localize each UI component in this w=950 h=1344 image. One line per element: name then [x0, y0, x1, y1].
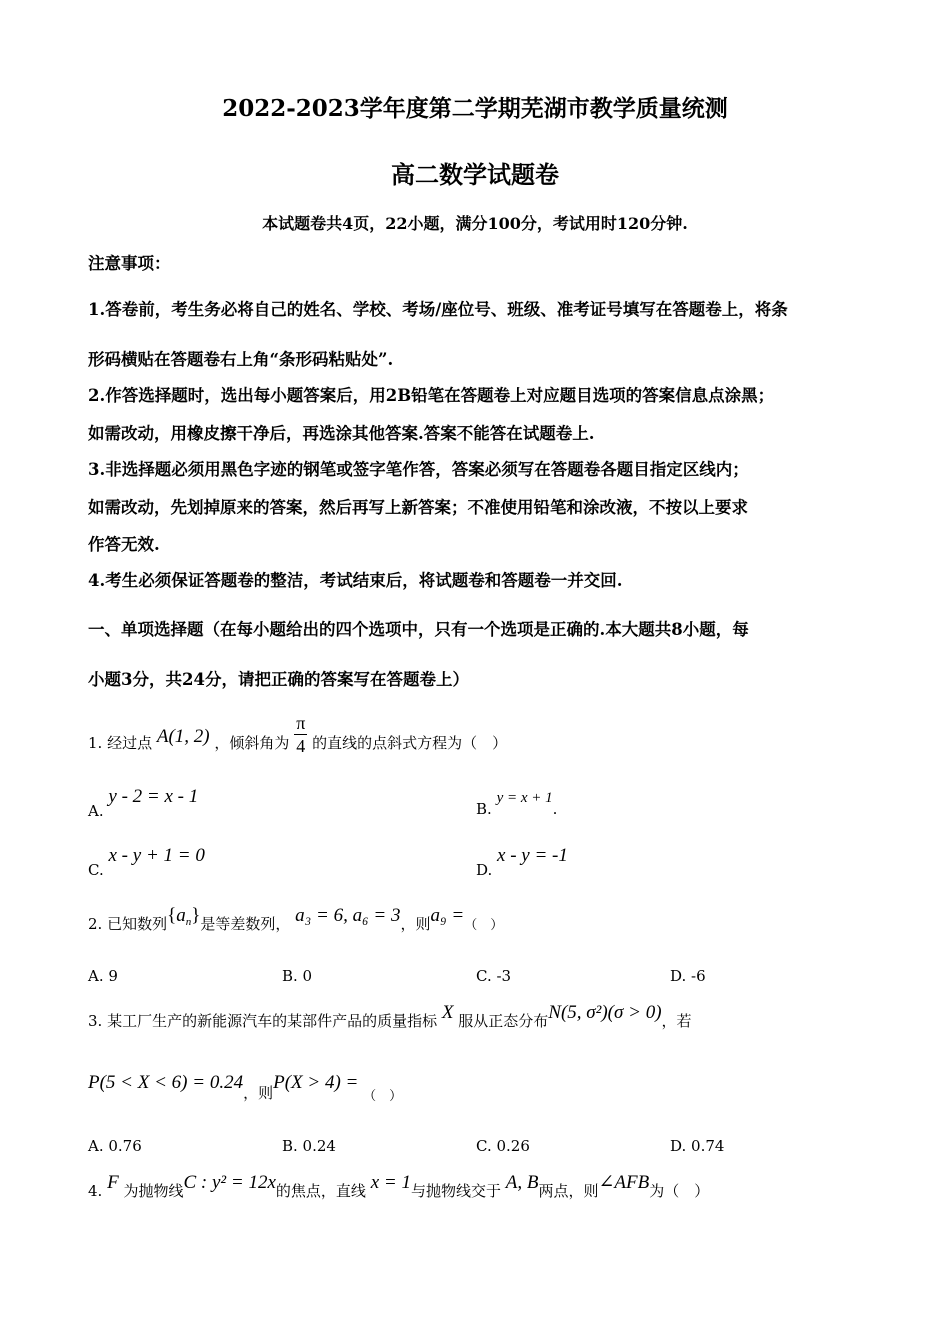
question-3-cont: P(5 < X < 6) = 0.24，则P(X > 4) = （ ）: [88, 1072, 403, 1104]
option-c[interactable]: C. x - y + 1 = 0: [88, 845, 205, 879]
condition: a₃ = 6, a₆ = 3: [295, 905, 401, 926]
notes-line: 2.作答选择题时，选出每小题答案后，用2B铅笔在答题卷上对应题目选项的答案信息点涂黑；: [88, 386, 775, 405]
sequence: $\{a_n\}$: [167, 905, 201, 928]
focus-f: F: [107, 1172, 119, 1193]
angle-afb: ∠AFB: [598, 1172, 650, 1193]
page-subtitle: 高二数学试题卷: [391, 160, 559, 189]
target: a₉ =: [430, 905, 465, 926]
question-2: 2. 已知数列$\{a_n\}$是等差数列， a₃ = 6, a₆ = 3，则a₉ =（ ）: [88, 905, 504, 933]
notes-heading: 注意事项：: [88, 254, 171, 273]
probability-target: P(X > 4) =: [273, 1072, 359, 1093]
question-4: 4. F 为抛物线C : y² = 12x的焦点，直线 x = 1与抛物线交于 A, B两点，则∠AFB为（ ）: [88, 1172, 710, 1200]
notes-line: 3.非选择题必须用黑色字迹的钢笔或签字笔作答，答案必须写在答题卷各题目指定区线内；: [88, 460, 749, 479]
option-c[interactable]: C. -3: [476, 967, 512, 985]
notes-line: 作答无效.: [88, 535, 160, 554]
option-b[interactable]: B. y = x + 1.: [476, 790, 558, 818]
option-a[interactable]: A. 0.76: [88, 1137, 142, 1155]
probability-given: P(5 < X < 6) = 0.24: [88, 1072, 244, 1093]
question-3: 3. 某工厂生产的新能源汽车的某部件产品的质量指标 X 服从正态分布N(5, σ²)(σ > 0)，若: [88, 1002, 692, 1030]
normal-distribution: N(5, σ²)(σ > 0): [548, 1002, 662, 1023]
option-a[interactable]: A. y - 2 = x - 1: [88, 786, 199, 820]
notes-line: 如需改动，用橡皮擦干净后，再选涂其他答案.答案不能答在试题卷上.: [88, 424, 595, 443]
notes-line: 4.考生必须保证答题卷的整洁，考试结束后，将试题卷和答题卷一并交回.: [88, 571, 623, 590]
section-heading-cont: 小题3分，共24分，请把正确的答案写在答题卷上）: [88, 670, 469, 689]
notes-line: 1.答卷前，考生务必将自己的姓名、学校、考场/座位号、班级、准考证号填写在答题卷上，将条: [88, 300, 788, 319]
question-1: 1. 经过点 A(1, 2) ，倾斜角为 $\frac{\pi}{4}$ 的直线的点斜式方程为（ ）: [88, 713, 508, 756]
line-equation: x = 1: [370, 1172, 411, 1193]
variable-x: X: [441, 1002, 454, 1023]
option-d[interactable]: D. 0.74: [670, 1137, 725, 1155]
parabola: C : y² = 12x: [183, 1172, 276, 1193]
page-title: 2022-2023学年度第二学期芜湖市教学质量统测: [222, 95, 728, 122]
option-d[interactable]: D. -6: [670, 967, 706, 985]
angle-fraction: $\frac{\pi}{4}$: [296, 713, 306, 756]
exam-intro: 本试题卷共4页，22小题，满分100分，考试用时120分钟.: [262, 214, 688, 233]
option-d[interactable]: D. x - y = -1: [476, 845, 568, 879]
option-b[interactable]: B. 0.24: [282, 1137, 336, 1155]
option-a[interactable]: A. 9: [88, 967, 118, 985]
intersection-points: A, B: [505, 1172, 539, 1193]
notes-line: 形码横贴在答题卷右上角“条形码粘贴处”.: [88, 350, 394, 369]
notes-line: 如需改动，先划掉原来的答案，然后再写上新答案；不准使用铅笔和涂改液，不按以上要求: [88, 498, 748, 517]
option-c[interactable]: C. 0.26: [476, 1137, 530, 1155]
option-b[interactable]: B. 0: [282, 967, 313, 985]
section-heading: 一、单项选择题（在每小题给出的四个选项中，只有一个选项是正确的.本大题共8小题，每: [88, 620, 749, 639]
point-a: A(1, 2): [156, 726, 210, 747]
